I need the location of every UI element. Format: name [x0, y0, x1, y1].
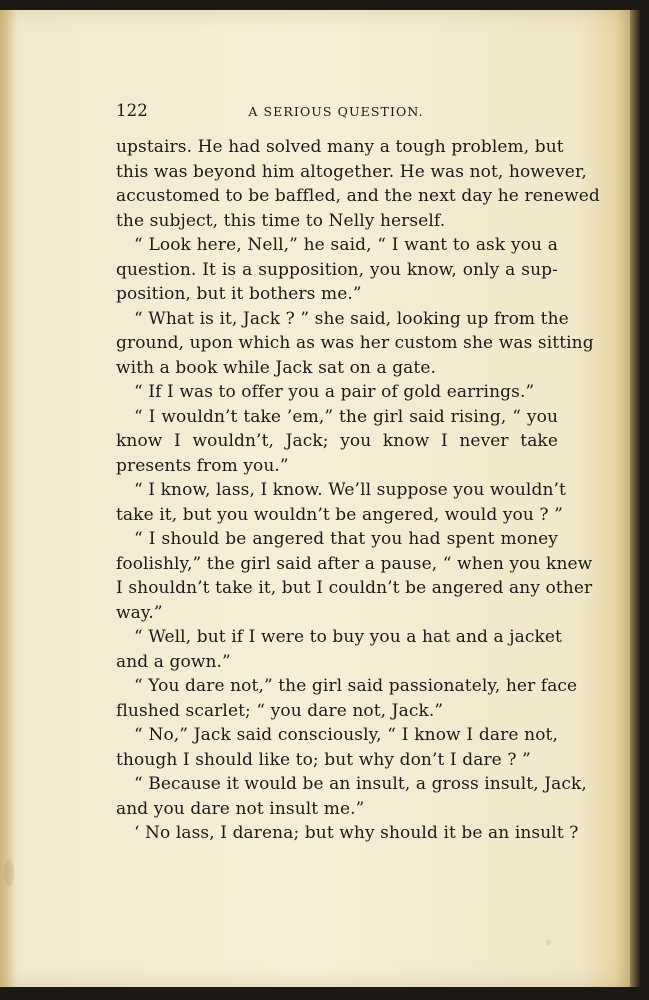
text-line: question. It is a supposition, you know, only a sup- — [116, 259, 558, 280]
text-line: position, but it bothers me.” — [116, 284, 362, 304]
text-line: take it, but you wouldn’t be angered, would you ? ” — [116, 504, 563, 525]
text-line: accustomed to be baffled, and the next day he renewed — [116, 186, 600, 206]
text-line: this was beyond him altogether. He was not, however, — [116, 161, 587, 182]
text-line: “ What is it, Jack ? ” she said, looking up from the — [134, 308, 569, 329]
paper-spot — [546, 940, 551, 945]
text-line: “ You dare not,” the girl said passionately, her face — [134, 676, 578, 696]
text-line: “ If I was to offer you a pair of gold earrings.” — [134, 382, 535, 402]
text-line: “ I wouldn’t take ’em,” the girl said rising, “ you — [134, 406, 558, 427]
text-line: way.” — [116, 602, 163, 623]
text-line: “ Well, but if I were to buy you a hat and a jacket — [134, 627, 562, 647]
text-line: ground, upon which as was her custom she was sitting — [116, 333, 594, 353]
text-line: with a book while Jack sat on a gate. — [116, 357, 437, 378]
text-line: “ I know, lass, I know. We’ll suppose you wouldn’t — [134, 480, 566, 500]
text-line: though I should like to; but why don’t I dare ? ” — [116, 749, 531, 770]
page-header — [116, 101, 556, 125]
text-line: “ No,” Jack said consciously, “ I know I dare not, — [134, 725, 558, 745]
running-head: A SERIOUS QUESTION. — [248, 104, 424, 119]
text-line: flushed scarlet; “ you dare not, Jack.” — [116, 700, 444, 721]
text-line: “ I should be angered that you had spent money — [134, 529, 558, 549]
text-line: presents from you.” — [116, 455, 289, 476]
page-binding-edge — [630, 10, 640, 987]
page-number: 122 — [116, 101, 148, 120]
text-line: the subject, this time to Nelly herself. — [116, 210, 446, 231]
text-line: upstairs. He had solved many a tough problem, but — [116, 137, 564, 157]
text-line: foolishly,” the girl said after a pause, “ when you knew — [116, 553, 593, 574]
text-line: and a gown.” — [116, 651, 231, 672]
text-line: and you dare not insult me.” — [116, 798, 365, 819]
text-line: I shouldn’t take it, but I couldn’t be angered any other — [116, 578, 593, 598]
text-line: “ Because it would be an insult, a gross insult, Jack, — [134, 774, 587, 794]
paper-spot — [4, 860, 14, 886]
text-line: know I wouldn’t, Jack; you know I never take — [116, 431, 558, 451]
text-line: ‘ No lass, I darena; but why should it be an insult ? — [134, 823, 579, 843]
text-line: “ Look here, Nell,” he said, “ I want to ask you a — [134, 235, 558, 255]
page-edge-stain — [0, 10, 16, 987]
